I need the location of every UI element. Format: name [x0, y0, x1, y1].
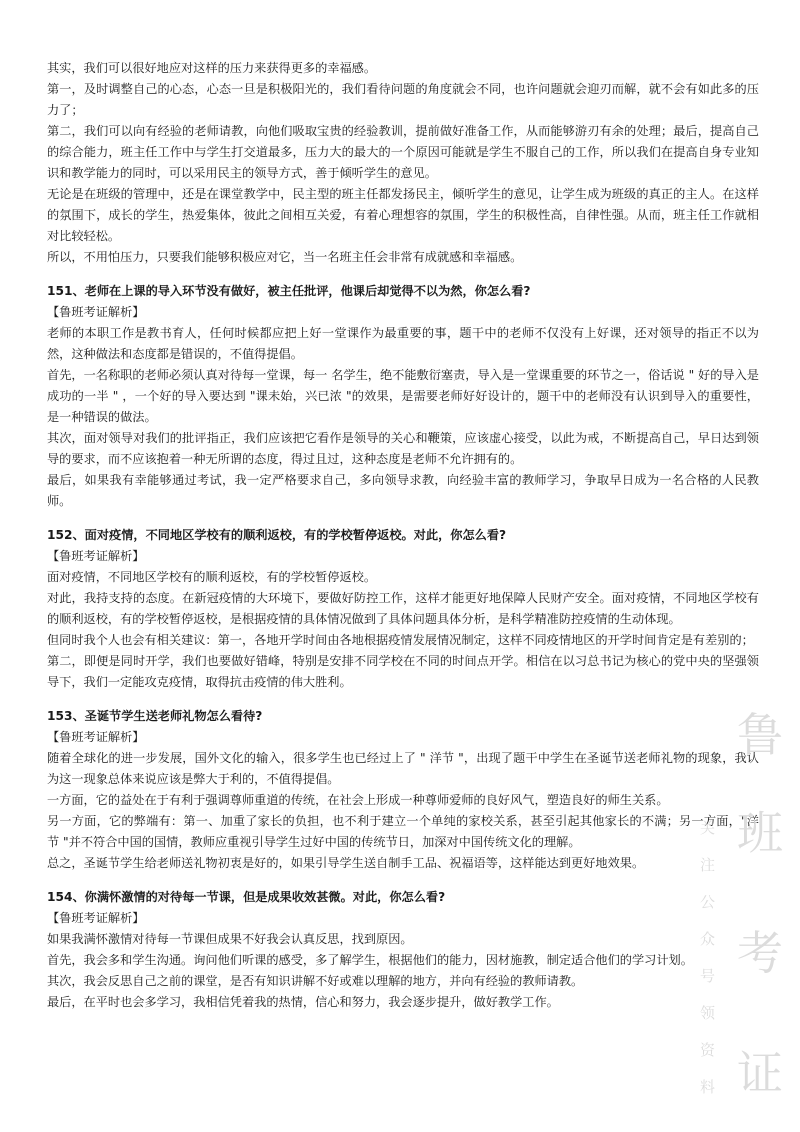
watermark-char: 考	[737, 926, 783, 980]
question-152	[47, 525, 759, 693]
watermark-caption: 关注公众号领资料	[698, 820, 716, 1116]
watermark-char: 鲁	[737, 708, 783, 762]
question-153	[47, 706, 759, 874]
paragraph: 如果我满怀激情对待每一节课但成果不好我会认真反思，找到原因。	[47, 932, 413, 946]
question-154	[47, 887, 759, 1013]
paragraph: 其实，我们可以很好地应对这样的压力来获得更多的幸福感。	[47, 61, 377, 75]
question-title: 152、面对疫情，不同地区学校有的顺利返校，有的学校暂停返校。对此，你怎么看?	[47, 528, 507, 542]
answer-tag: 【鲁班考证解析】	[47, 305, 145, 319]
paragraph: 另一方面，它的弊端有：第一、加重了家长的负担，也不利于建立一个单纯的家校关系，甚至引起其他家长的不满；另一方面，"洋节 "并不符合中国的国情，教师应重视引导学生过好中国的传统节日，加深对中国传统文化的理解。	[47, 814, 759, 849]
paragraph: 首先，一名称职的老师必须认真对待每一堂课，每一 名学生，绝不能敷衍塞责，导入是一堂课重要的环节之一，俗话说 " 好的导入是成功的一半 " ，一个好的导入要达到 "课未始，兴已浓 "的效果，是需要老师好好设计的，题干中的老师没有认识到导入的重要性，是一种错误的做法。	[47, 368, 759, 424]
paragraph: 一方面，它的益处在于有利于强调尊师重道的传统，在社会上形成一种尊师爱师的良好风气，塑造良好的师生关系。	[47, 793, 669, 807]
paragraph: 最后，如果我有幸能够通过考试，我一定严格要求自己，多向领导求教，向经验丰富的教师学习，争取早日成为一名合格的人民教师。	[47, 473, 759, 508]
answer-tag: 【鲁班考证解析】	[47, 911, 145, 925]
question-title: 153、圣诞节学生送老师礼物怎么看待?	[47, 709, 263, 723]
paragraph: 第二，即便是同时开学，我们也要做好错峰，特别是安排不同学校在不同的时间点开学。相信在以习总书记为核心的党中央的坚强领导下，我们一定能攻克疫情，取得抗击疫情的伟大胜利。	[47, 654, 759, 689]
paragraph: 所以，不用怕压力，只要我们能够积极应对它，当一名班主任会非常有成就感和幸福感。	[47, 250, 523, 264]
paragraph: 随着全球化的进一步发展，国外文化的输入，很多学生也已经过上了 " 洋节 "，出现了题干中学生在圣诞节送老师礼物的现象，我认为这一现象总体来说应该是弊大于利的，不值得提倡。	[47, 751, 759, 786]
paragraph: 其次，我会反思自己之前的课堂，是否有知识讲解不好或难以理解的地方，并向有经验的教师请教。	[47, 974, 584, 988]
paragraph: 其次，面对领导对我们的批评指正，我们应该把它看作是领导的关心和鞭策，应该虚心接受，以此为戒，不断提高自己，早日达到领导的要求，而不应该抱着一种无所谓的态度，得过且过，这种态度是老师不允许拥有的。	[47, 431, 759, 466]
paragraph: 面对疫情，不同地区学校有的顺利返校，有的学校暂停返校。	[47, 570, 377, 584]
paragraph: 第二，我们可以向有经验的老师请教，向他们吸取宝贵的经验教训，提前做好准备工作，从而能够游刃有余的处理；最后，提高自己的综合能力，班主任工作中与学生打交道最多，压力大的最大的一个原因可能就是学生不服自己的工作，所以我们在提高自身专业知识和教学能力的同时，可以采用民主的领导方式，善于倾听学生的意见。	[47, 124, 759, 180]
paragraph: 最后，在平时也会多学习，我相信凭着我的热情，信心和努力，我会逐步提升，做好教学工作。	[47, 995, 559, 1009]
answer-tag: 【鲁班考证解析】	[47, 549, 145, 563]
intro-section	[47, 58, 759, 268]
watermark-char: 证	[737, 1046, 783, 1100]
question-title: 151、老师在上课的导入环节没有做好，被主任批评，他课后却觉得不以为然，你怎么看?	[47, 284, 531, 298]
question-title: 154、你满怀激情的对待每一节课，但是成果收效甚微。对此，你怎么看?	[47, 890, 446, 904]
answer-tag: 【鲁班考证解析】	[47, 730, 145, 744]
paragraph: 老师的本职工作是教书育人，任何时候都应把上好一堂课作为最重要的事，题干中的老师不仅没有上好课，还对领导的指正不以为然，这种做法和态度都是错误的，不值得提倡。	[47, 326, 759, 361]
paragraph: 首先，我会多和学生沟通。询问他们听课的感受，多了解学生，根据他们的能力，因材施教，制定适合他们的学习计划。	[47, 953, 693, 967]
paragraph: 第一，及时调整自己的心态，心态一旦是积极阳光的，我们看待问题的角度就会不同，也许问题就会迎刃而解，就不会有如此多的压力了；	[47, 82, 759, 117]
document-page	[47, 58, 759, 1013]
watermark-char: 班	[737, 806, 783, 860]
paragraph: 但同时我个人也会有相关建议：第一，各地开学时间由各地根据疫情发展情况制定，这样不同疫情地区的开学时间肯定是有差别的；	[47, 633, 754, 647]
paragraph: 总之，圣诞节学生给老师送礼物初衷是好的，如果引导学生送自制手工品、祝福语等，这样能达到更好地效果。	[47, 856, 645, 870]
paragraph: 无论是在班级的管理中，还是在课堂教学中，民主型的班主任都发扬民主，倾听学生的意见，让学生成为班级的真正的主人。在这样的氛围下，成长的学生，热爱集体，彼此之间相互关爱，有着心理想容的氛围，学生的积极性高，自律性强。从而，班主任工作就相对比较轻松。	[47, 187, 759, 243]
question-151	[47, 281, 759, 512]
paragraph: 对此，我持支持的态度。在新冠疫情的大环境下，要做好防控工作，这样才能更好地保障人民财产安全。面对疫情，不同地区学校有的顺利返校，有的学校暂停返校，是根据疫情的具体情况做到了具体问题具体分析，是科学精准防控疫情的生动体现。	[47, 591, 759, 626]
